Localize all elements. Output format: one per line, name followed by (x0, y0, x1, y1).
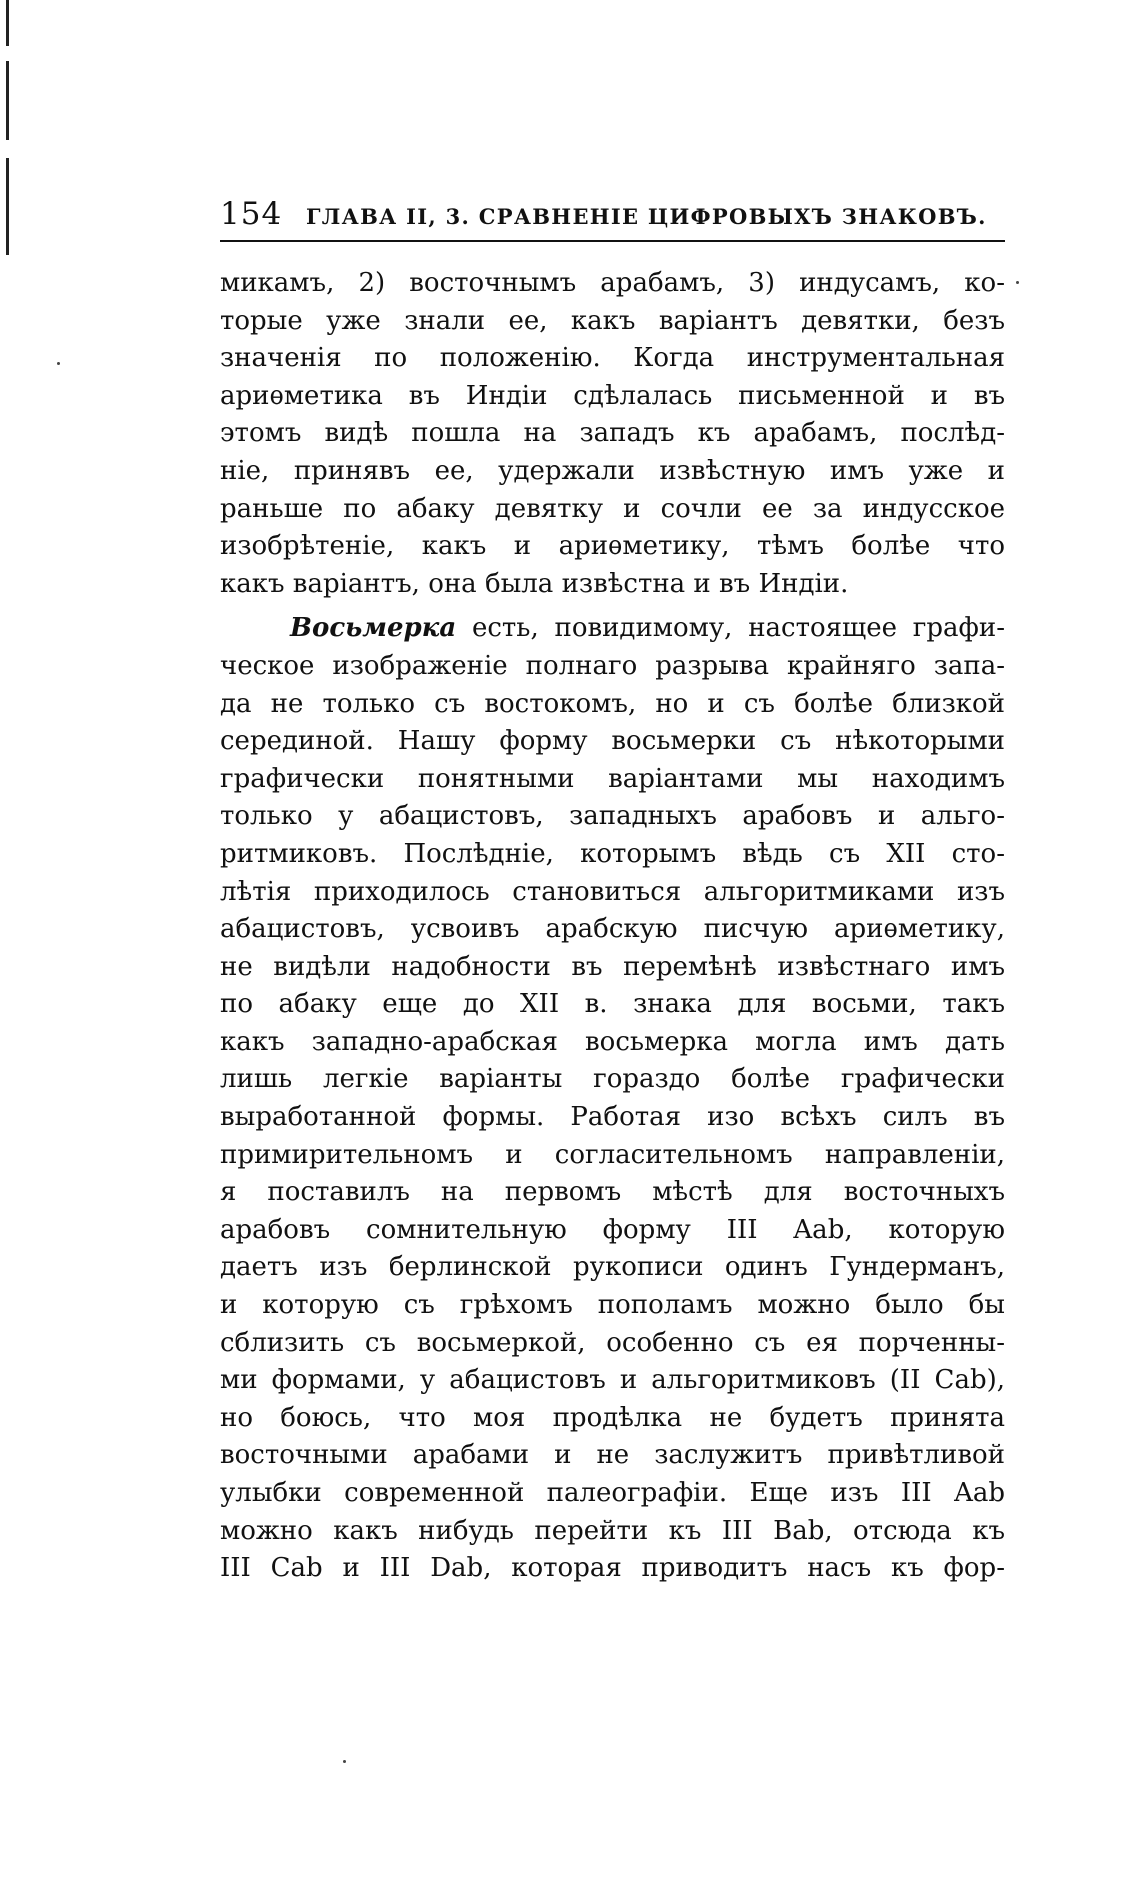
text-line: лѣтія приходилось становиться альгоритмиками изъ (220, 876, 1005, 907)
scan-speck (1016, 281, 1019, 284)
text-line: ми формами, у абацистовъ и альгоритмиковъ (II Cab), (220, 1365, 1005, 1396)
text-line: только у абацистовъ, западныхъ арабовъ и альго- (220, 801, 1005, 832)
text-line: да не только съ востокомъ, но и съ болѣе близкой (220, 688, 1005, 719)
running-title: ГЛАВА II, 3. СРАВНЕНІЕ ЦИФРОВЫХЪ ЗНАКОВЪ. (306, 204, 987, 229)
text-line: выработанной формы. Работая изо всѣхъ силъ въ (220, 1102, 1005, 1133)
text-line: торые уже знали ее, какъ варіантъ девятки, безъ (220, 305, 1005, 336)
text-line: улыбки современной палеографіи. Еще изъ III Aab (220, 1478, 1005, 1508)
paragraph-1 (220, 265, 1005, 603)
text-line: по абаку еще до XII в. знака для восьми, такъ (220, 989, 1005, 1020)
text-fragment: есть, повидимому, настоящее графи- (456, 613, 1005, 644)
text-line: микамъ, 2) восточнымъ арабамъ, 3) индусамъ, ко- (220, 268, 1005, 298)
text-line: лишь легкіе варіанты гораздо болѣе графически (220, 1064, 1005, 1095)
text-line: ариѳметика въ Индіи сдѣлалась письменной и въ (220, 380, 1005, 411)
text-line: значенія по положенію. Когда инструментальная (220, 343, 1005, 374)
text-line: примирительномъ и согласительномъ направленіи, (220, 1139, 1005, 1170)
text-line: сблизить съ восьмеркой, особенно съ ея порченны- (220, 1327, 1005, 1358)
text-line: раньше по абаку девятку и сочли ее за индусское (220, 493, 1005, 524)
text-line: серединой. Нашу форму восьмерки съ нѣкоторыми (220, 726, 1005, 757)
page-number: 154 (220, 196, 283, 232)
text-line: но боюсь, что моя продѣлка не будетъ принята (220, 1402, 1005, 1433)
page-edge-mark (6, 0, 9, 255)
text-line: я поставилъ на первомъ мѣстѣ для восточныхъ (220, 1177, 1005, 1208)
text-line: III Cab и III Dab, которая приводитъ насъ къ фор- (220, 1553, 1005, 1584)
text-line: арабовъ сомнительную форму III Aab, которую (220, 1214, 1005, 1245)
text-line: абацистовъ, усвоивъ арабскую писчую ариѳметику, (220, 914, 1005, 945)
text-line: и которую съ грѣхомъ пополамъ можно было бы (220, 1290, 1005, 1321)
text-line: какъ варіантъ, она была извѣстна и въ Индіи. (220, 568, 849, 599)
text-line: можно какъ нибудь перейти къ III Bab, отсюда къ (220, 1515, 1005, 1546)
scan-speck (343, 1760, 346, 1763)
text-line: ритмиковъ. Послѣдніе, которымъ вѣдь съ XII сто- (220, 838, 1005, 869)
text-line: этомъ видѣ пошла на западъ къ арабамъ, послѣд- (220, 418, 1005, 449)
page-header (220, 196, 1005, 242)
body-text (220, 265, 1005, 1595)
text-line: графически понятными варіантами мы находимъ (220, 763, 1005, 794)
text-line: ческое изображеніе полнаго разрыва крайняго запа- (220, 650, 1005, 681)
text-line: даетъ изъ берлинской рукописи одинъ Гундерманъ, (220, 1252, 1005, 1283)
text-line: какъ западно-арабская восьмерка могла имъ дать (220, 1026, 1005, 1057)
scan-speck (57, 362, 60, 365)
text-line-first (220, 610, 1005, 648)
text-line: ніе, принявъ ее, удержали извѣстную имъ уже и (220, 455, 1005, 486)
paragraph-2 (220, 610, 1005, 1587)
italic-term: Восьмерка (290, 613, 457, 644)
text-line: не видѣли надобности въ перемѣнѣ извѣстнаго имъ (220, 951, 1005, 982)
text-line: восточными арабами и не заслужитъ привѣтливой (220, 1440, 1005, 1471)
text-line: изобрѣтеніе, какъ и ариѳметику, тѣмъ болѣе что (220, 531, 1005, 562)
